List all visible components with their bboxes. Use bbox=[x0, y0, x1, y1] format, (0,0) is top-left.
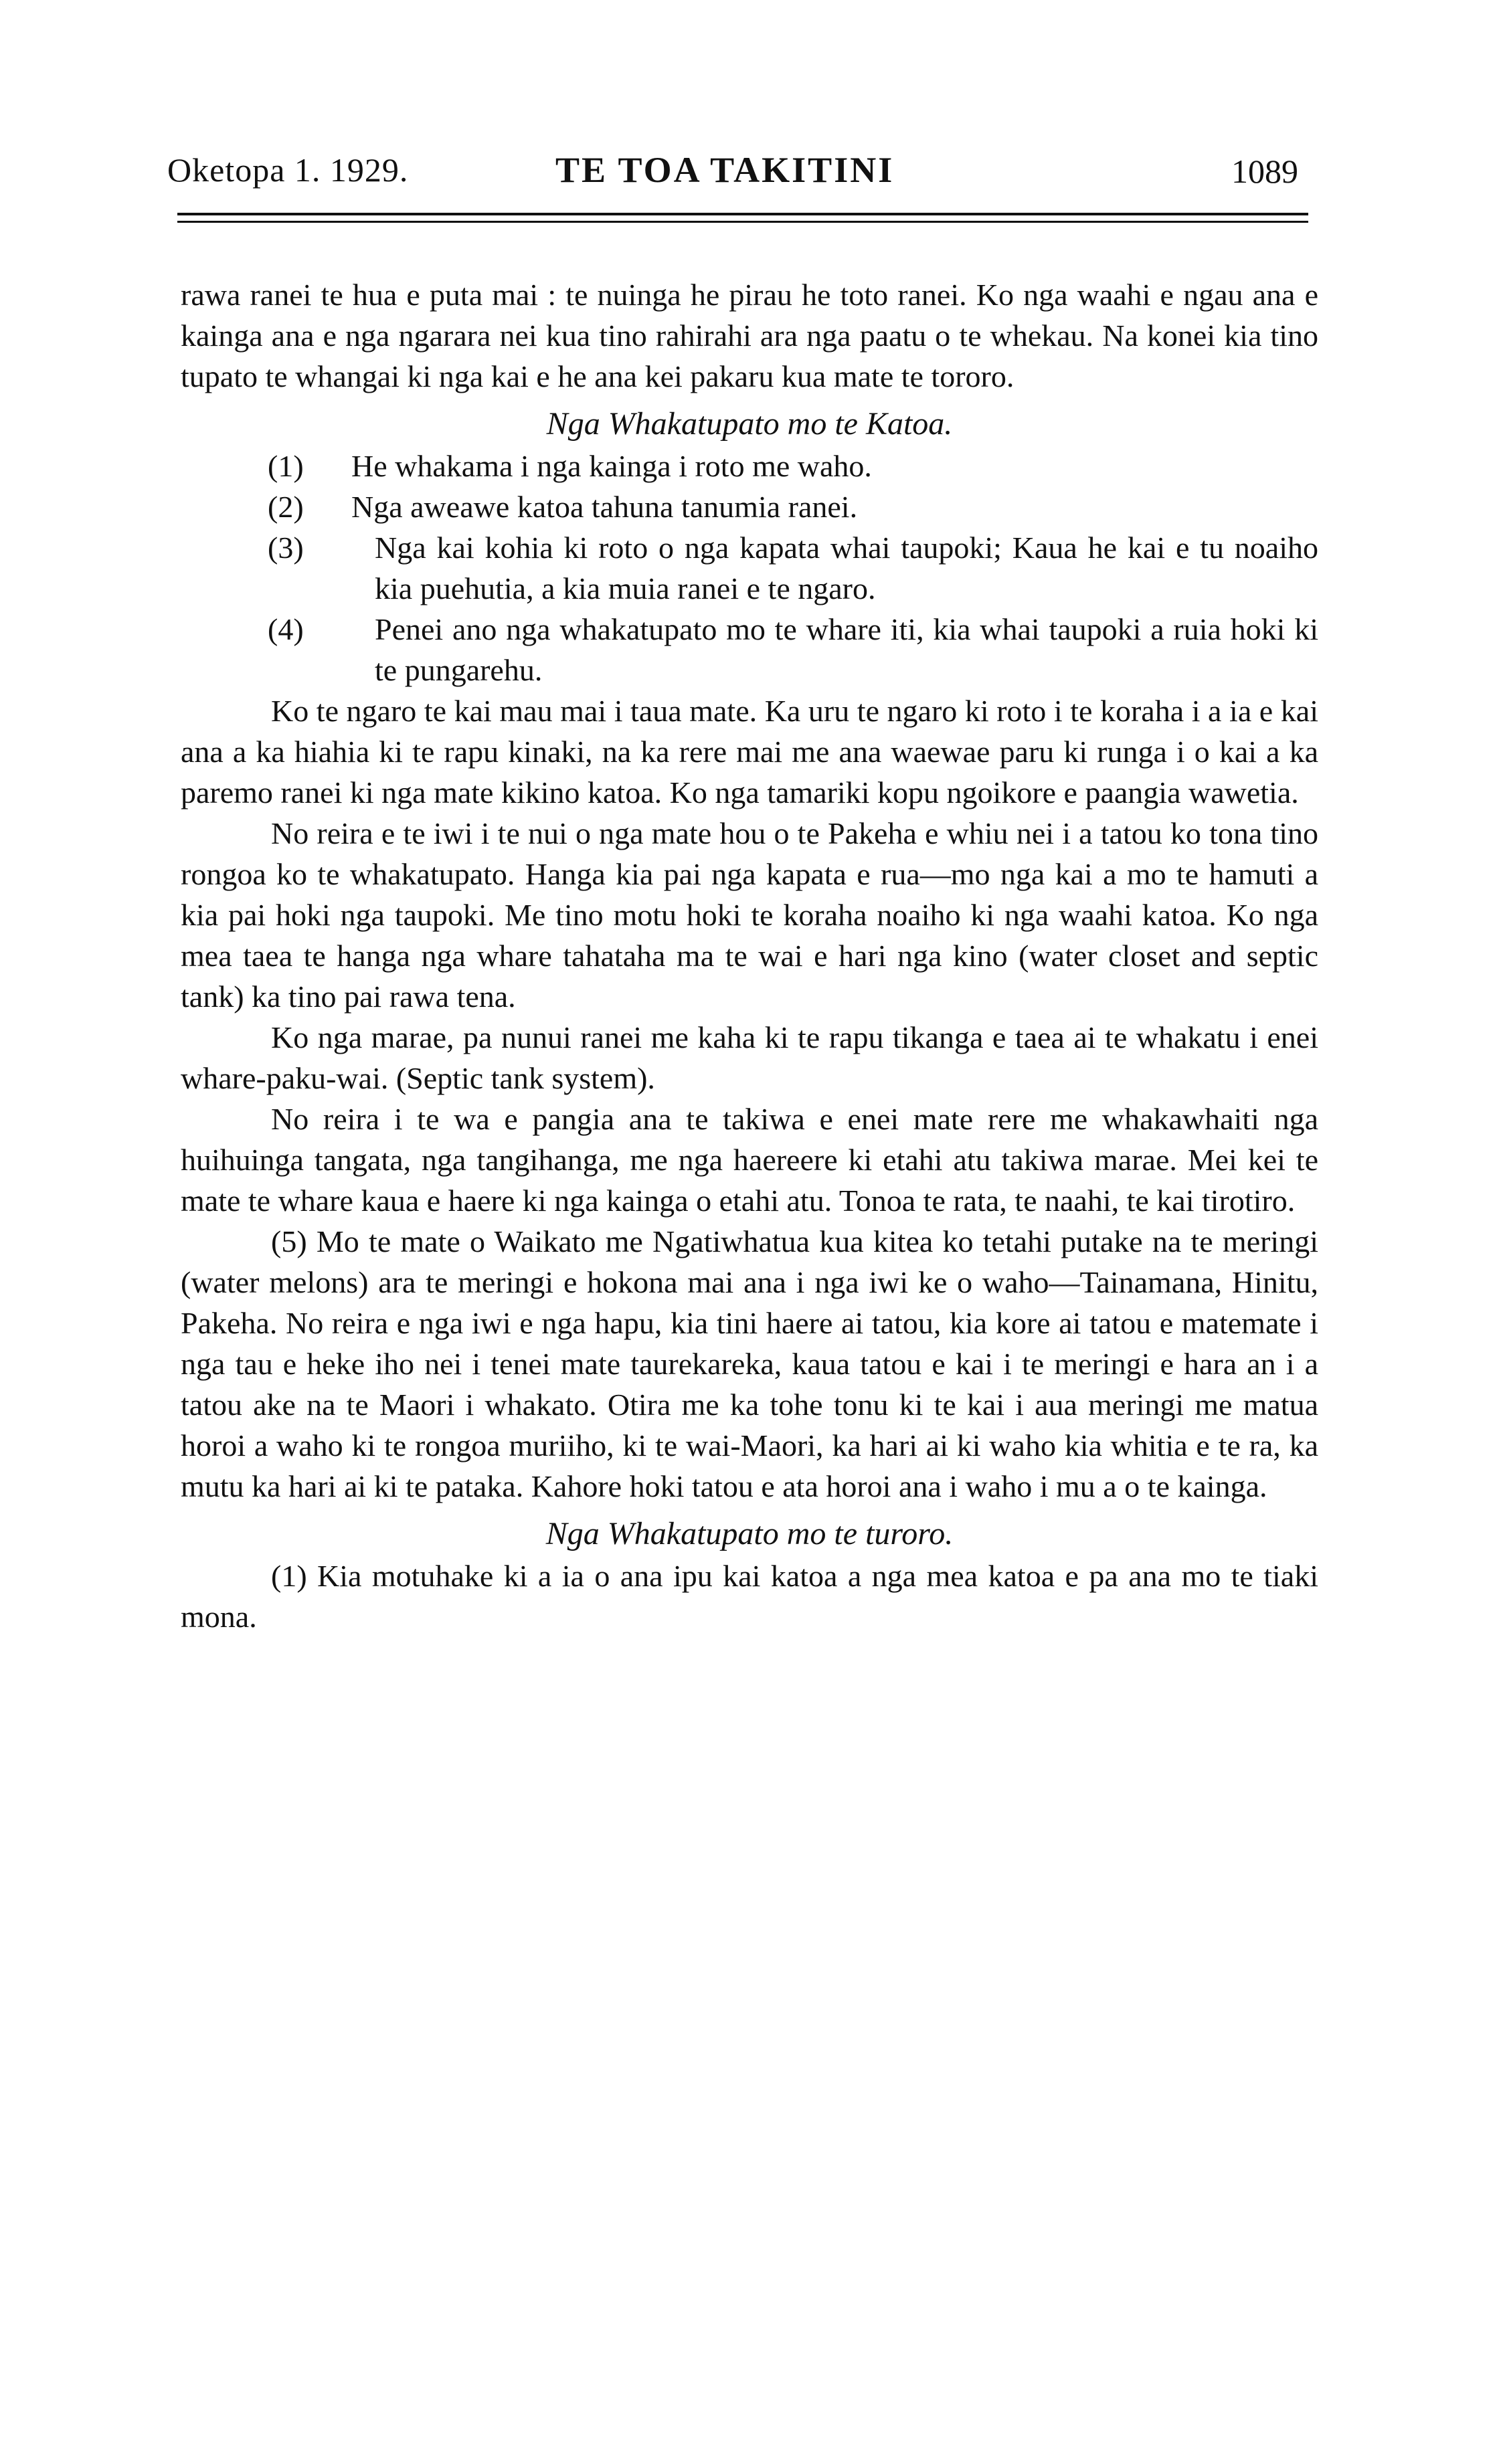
list-item bbox=[181, 446, 1318, 486]
section-heading-general: Nga Whakatupato mo te Katoa. bbox=[546, 406, 953, 442]
list-item bbox=[181, 486, 1318, 527]
paragraph: No reira e te iwi i te nui o nga mate hou o te Pakeha e whiu nei i a tatou ko tona tino rongoa ko te whakatupato. Hanga kia pai nga kapata e rua—mo nga kai a mo te hamuti a kia pai hoki nga taupoki. Me tino motu hoki te koraha noaiho ki nga waahi katoa. Ko nga mea taea te hanga nga whare tahataha ma te wai e hari nga kino (water closet and septic tank) ka tino pai rawa tena. bbox=[181, 816, 1318, 1014]
paragraph: (5) Mo te mate o Waikato me Ngatiwhatua kua kitea ko tetahi putake na te meringi (water melons) ara te meringi e hokona mai ana i nga iwi ke o waho—Tainamana, Hinitu, Pakeha. No reira e nga iwi e nga hapu, kia tini haere ai tatou, kia kore ai tatou e matemate i nga tau e heke iho nei i tenei mate taurekareka, kaua tatou e kai i te meringi e hara an i a tatou ake na te Maori i whakato. Otira me ka tohe tonu ki te kai i aua meringi me matua horoi a waho ki te rongoa muriiho, ki te wai-Maori, ka hari ai ki waho kia whitia e te ra, ka mutu ka hari ai ki te pataka. Kahore hoki tatou e ata horoi ana i waho i mu a o te kainga. bbox=[181, 1224, 1318, 1503]
header-rule-top bbox=[177, 213, 1308, 215]
list-text: Penei ano nga whakatupato mo te whare iti, kia whai taupoki a ruia hoki ki te pungarehu. bbox=[375, 612, 1318, 687]
publication-title: TE TOA TAKITINI bbox=[555, 150, 895, 190]
header-rule-bottom bbox=[177, 221, 1308, 223]
list-text: Nga aweawe katoa tahuna tanumia ranei. bbox=[351, 490, 858, 524]
list-number: (1) bbox=[268, 449, 304, 483]
list-item bbox=[181, 527, 1318, 609]
issue-date: Oketopa 1. 1929. bbox=[167, 151, 409, 189]
page-number: 1089 bbox=[1231, 153, 1298, 190]
running-header bbox=[167, 144, 1312, 197]
paragraph: No reira i te wa e pangia ana te takiwa e enei mate rere me whakawhaiti nga huihuinga tangata, nga tangihanga, me nga haereere ki etahi atu takiwa marae. Mei kei te mate te whare kaua e haere ki nga kainga o etahi atu. Tonoa te rata, te naahi, te kai tirotiro. bbox=[181, 1102, 1318, 1218]
article-body bbox=[181, 274, 1318, 1637]
paragraph: Ko te ngaro te kai mau mai i taua mate. Ka uru te ngaro ki roto i te koraha i a ia e kai ana a ka hiahia ki te rapu kinaki, na ka rere mai me ana waewae paru ki runga i o kai a ka paremo ranei ki nga mate kikino katoa. Ko nga tamariki kopu ngoikore e paangia wawetia. bbox=[181, 694, 1318, 810]
list-text: Nga kai kohia ki roto o nga kapata whai taupoki; Kaua he kai e tu noaiho kia puehutia, a kia muia ranei e te ngaro. bbox=[375, 531, 1318, 605]
list-number: (3) bbox=[268, 531, 304, 565]
list-item bbox=[181, 609, 1318, 690]
paragraph: (1) Kia motuhake ki a ia o ana ipu kai katoa a nga mea katoa e pa ana mo te tiaki mona. bbox=[181, 1559, 1318, 1634]
list-text: He whakama i nga kainga i roto me waho. bbox=[351, 449, 872, 483]
paragraph: Ko nga marae, pa nunui ranei me kaha ki te rapu tikanga e taea ai te whakatu i enei whare-paku-wai. (Septic tank system). bbox=[181, 1020, 1318, 1095]
list-number: (4) bbox=[268, 612, 304, 646]
list-number: (2) bbox=[268, 490, 304, 524]
paragraph-continuation: rawa ranei te hua e puta mai : te nuinga he pirau he toto ranei. Ko nga waahi e ngau ana e kainga ana e nga ngarara nei kua tino rahirahi ara nga paatu o te whekau. Na konei kia tino tupato te whangai ki nga kai e he ana kei pakaru kua mate te tororo. bbox=[181, 278, 1318, 393]
section-heading-patient: Nga Whakatupato mo te turoro. bbox=[545, 1516, 954, 1551]
